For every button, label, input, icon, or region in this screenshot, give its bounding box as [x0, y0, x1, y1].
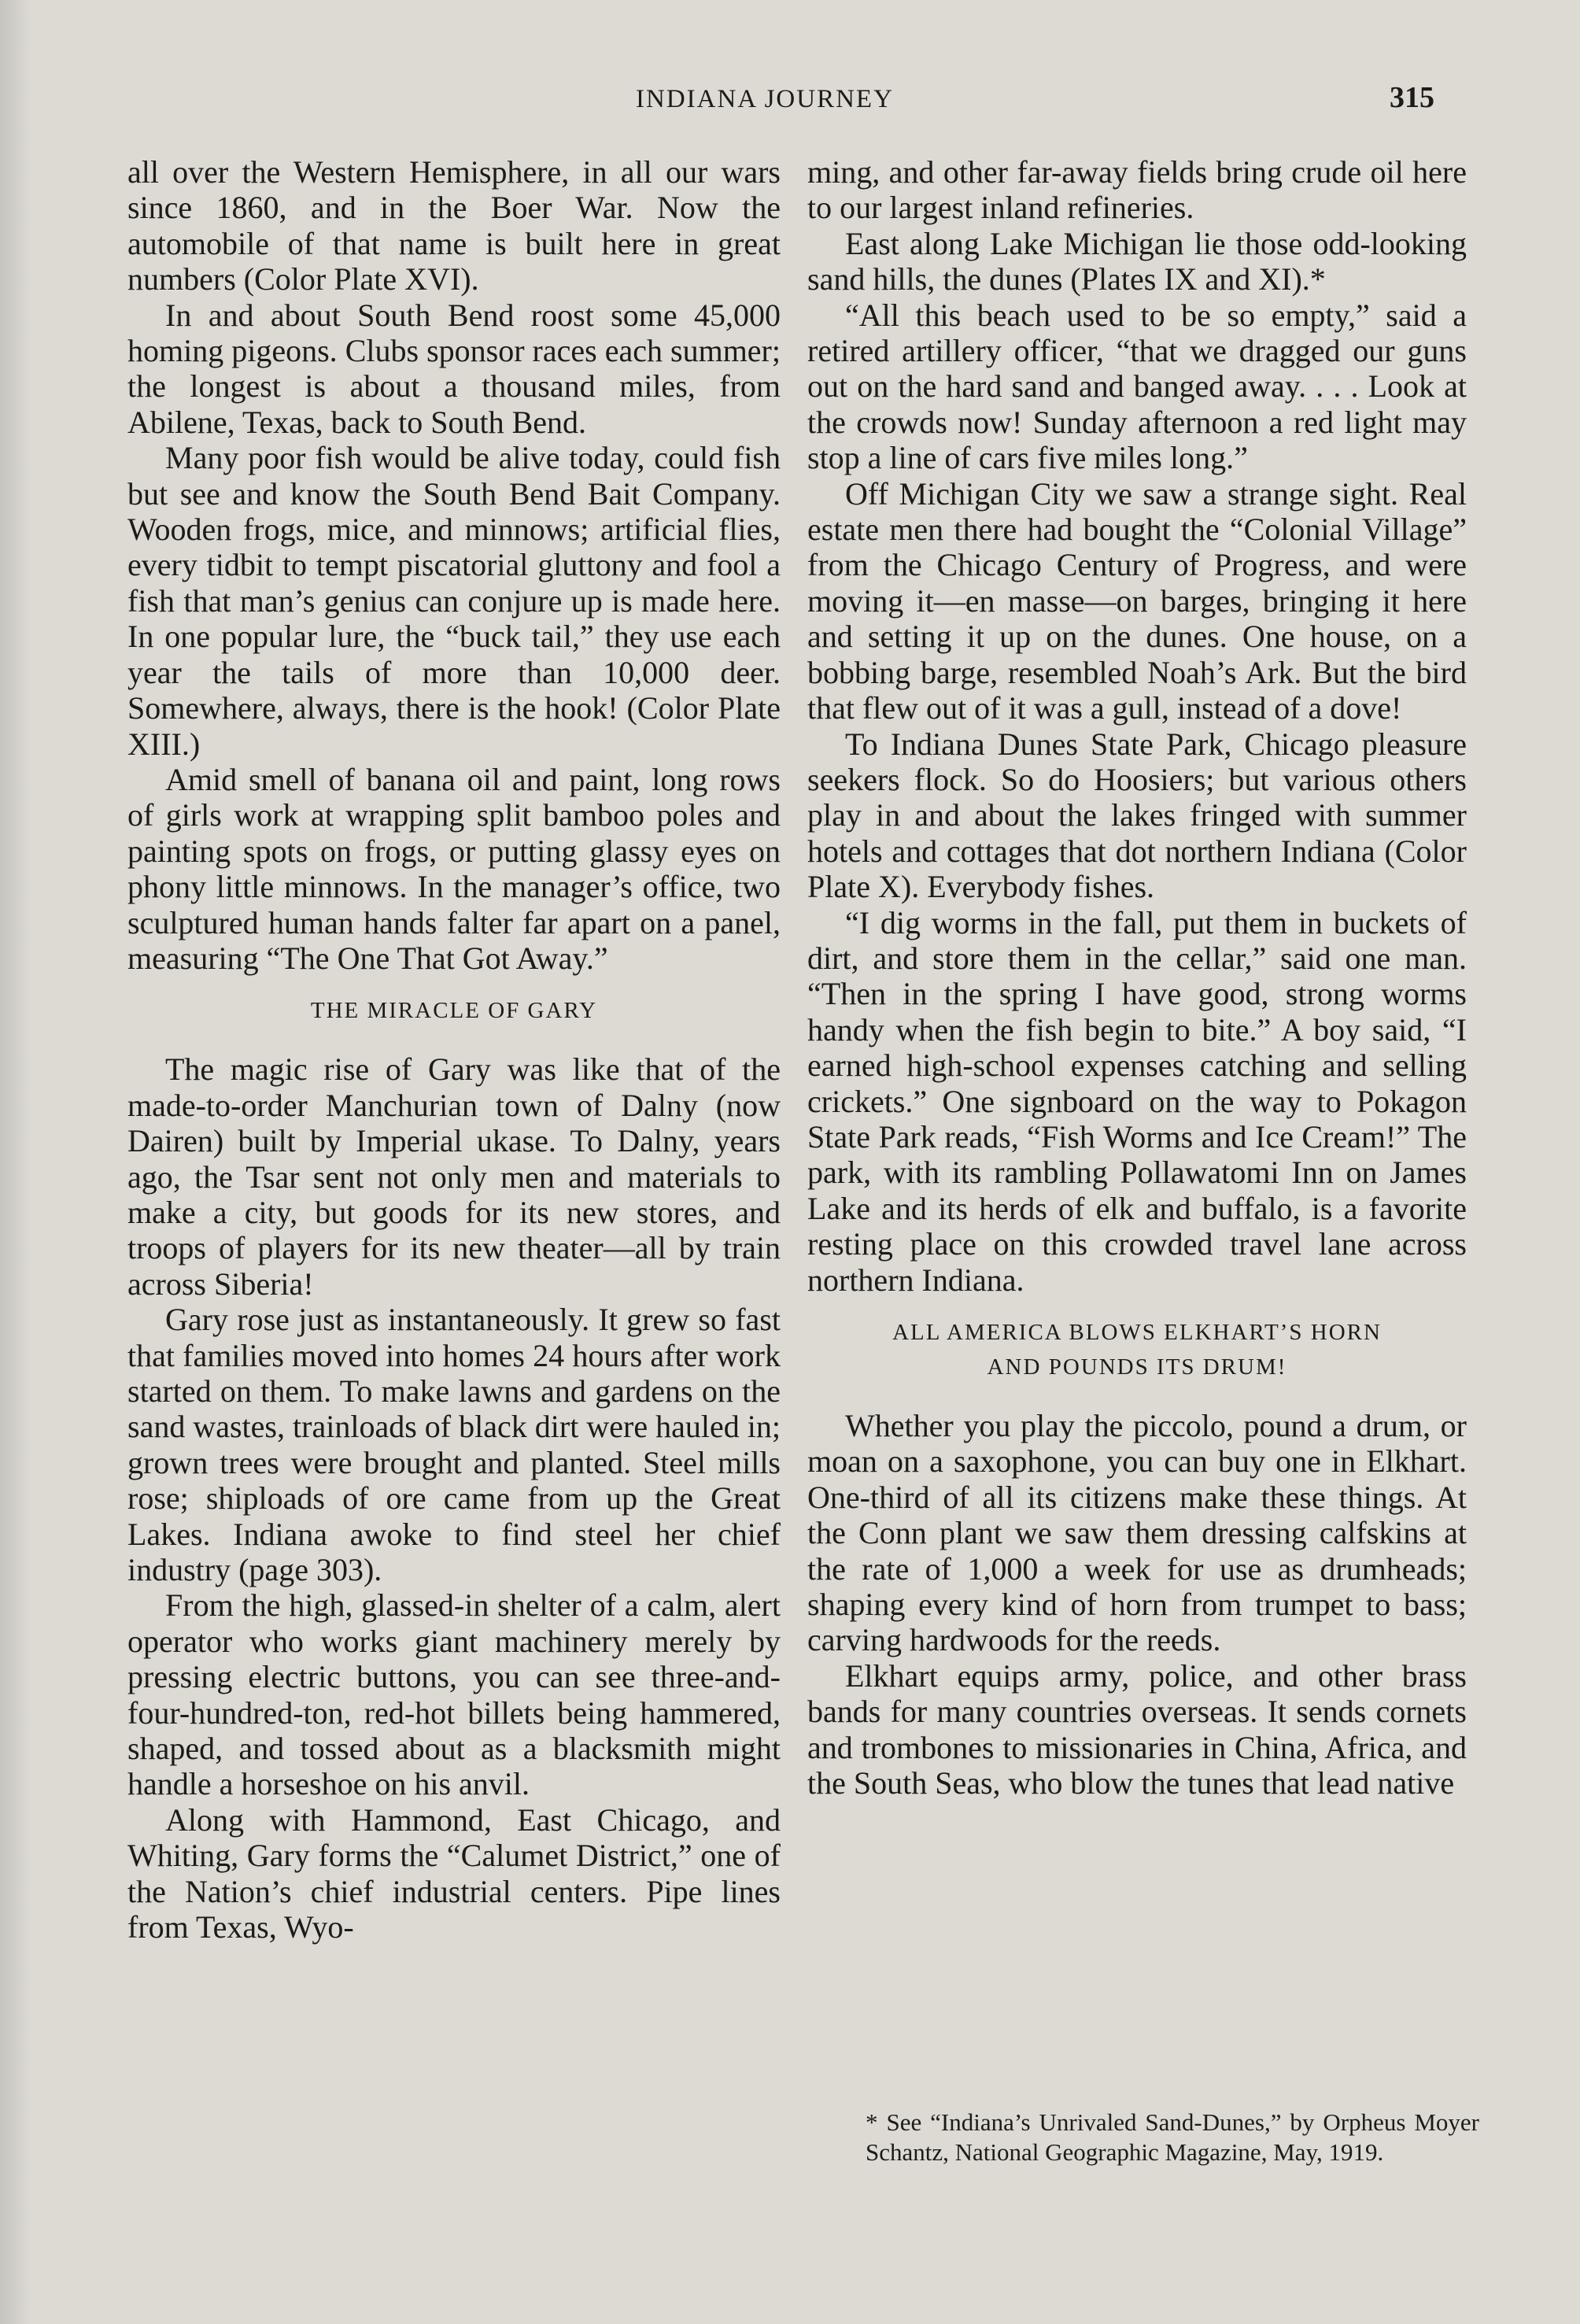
heading-line-2: AND POUNDS ITS DRUM!	[987, 1354, 1287, 1380]
paragraph: Amid smell of banana oil and paint, long rows of girls work at wrapping split bamboo poles and painting spots on frogs, or putting glassy eyes on phony little minnows. In the manager’s office, two sculptured human hands falter far apart on a panel, measuring “The One That Got Away.”	[127, 761, 781, 976]
paragraph: “All this beach used to be so empty,” said a retired artillery officer, “that we dragged our guns out on the hard sand and banged away. . . . Look at the crowds now! Sunday afternoon a red light may stop a line of cars five miles long.”	[807, 297, 1467, 476]
page-edge-shadow	[0, 0, 31, 2324]
paragraph: From the high, glassed-in shelter of a calm, alert operator who works giant machinery merely by pressing electric buttons, you can see three-and-four-hundred-ton, red-hot billets being hammered, shaped, and tossed about as a blacksmith might handle a horseshoe on his anvil.	[127, 1587, 781, 1802]
left-column	[127, 154, 781, 1945]
paragraph: To Indiana Dunes State Park, Chicago pleasure seekers flock. So do Hoosiers; but various others play in and about the lakes fringed with summer hotels and cottages that dot northern Indiana (Color Plate X). Everybody fishes.	[807, 726, 1467, 905]
paragraph: Elkhart equips army, police, and other brass bands for many countries overseas. It sends cornets and trombones to missionaries in China, Africa, and the South Seas, who blow the tunes that lead native	[807, 1657, 1467, 1801]
section-heading-elkhart	[807, 1315, 1467, 1384]
paragraph: Gary rose just as instantaneously. It grew so fast that families moved into homes 24 hours after work started on them. To make lawns and gardens on the sand wastes, trainloads of black dirt were hauled in; grown trees were brought and planted. Steel mills rose; shiploads of ore came from up the Great Lakes. Indiana awoke to find steel her chief industry (page 303).	[127, 1302, 781, 1588]
paragraph: Along with Hammond, East Chicago, and Whiting, Gary forms the “Calumet District,” one of the Nation’s chief industrial centers. Pipe lines from Texas, Wyo-	[127, 1801, 781, 1945]
heading-line-1: ALL AMERICA BLOWS ELKHART’S HORN	[892, 1320, 1382, 1345]
paragraph: Whether you play the piccolo, pound a drum, or moan on a saxophone, you can buy one in Elkhart. One-third of all its citizens make these things. At the Conn plant we saw them dressing calfskins at the rate of 1,000 a week for use as drumheads; shaping every kind of horn from trumpet to bass; carving hardwoods for the reeds.	[807, 1408, 1467, 1658]
paragraph: all over the Western Hemisphere, in all our wars since 1860, and in the Boer War. Now the automobile of that name is built here in great numbers (Color Plate XVI).	[127, 154, 781, 297]
paragraph: Many poor fish would be alive today, could fish but see and know the South Bend Bait Company. Wooden frogs, mice, and minnows; artificial flies, every tidbit to tempt piscatorial gluttony and fool a fish that man’s genius can conjure up is made here. In one popular lure, the “buck tail,” they use each year the tails of more than 10,000 deer. Somewhere, always, there is the hook! (Color Plate XIII.)	[127, 440, 781, 762]
heading-text: THE MIRACLE OF GARY	[310, 998, 598, 1024]
footnote: * See “Indiana’s Unrivaled Sand-Dunes,” by Orpheus Moyer Schantz, National Geographic Magazine, May, 1919.	[866, 2108, 1479, 2166]
paragraph: The magic rise of Gary was like that of the made-to-order Manchurian town of Dalny (now Dairen) built by Imperial ukase. To Dalny, years ago, the Tsar sent not only men and materials to make a city, but goods for its new stores, and troops of players for its new theater—all by train across Siberia!	[127, 1051, 781, 1302]
running-header	[0, 81, 1580, 120]
paragraph: ming, and other far-away fields bring crude oil here to our largest inland refineries.	[807, 154, 1467, 226]
right-column	[807, 154, 1467, 1801]
running-title: INDIANA JOURNEY	[636, 85, 894, 113]
paragraph: East along Lake Michigan lie those odd-looking sand hills, the dunes (Plates IX and XI).*	[807, 225, 1467, 297]
paragraph: “I dig worms in the fall, put them in buckets of dirt, and store them in the cellar,” said one man. “Then in the spring I have good, strong worms handy when the fish begin to bite.” A boy said, “I earned high-school expenses catching and selling crickets.” One signboard on the way to Pokagon State Park reads, “Fish Worms and Ice Cream!” The park, with its rambling Pollawatomi Inn on James Lake and its herds of elk and buffalo, is a favorite resting place on this crowded travel lane across northern Indiana.	[807, 904, 1467, 1298]
paragraph: In and about South Bend roost some 45,000 homing pigeons. Clubs sponsor races each summer; the longest is about a thousand miles, from Abilene, Texas, back to South Bend.	[127, 297, 781, 440]
page-number: 315	[1390, 81, 1434, 114]
section-heading-gary	[127, 993, 781, 1028]
paragraph: Off Michigan City we saw a strange sight. Real estate men there had bought the “Colonial Village” from the Chicago Century of Progress, and were moving it—en masse—on barges, bringing it here and setting it up on the dunes. One house, on a bobbing barge, resembled Noah’s Ark. But the bird that flew out of it was a gull, instead of a dove!	[807, 475, 1467, 726]
